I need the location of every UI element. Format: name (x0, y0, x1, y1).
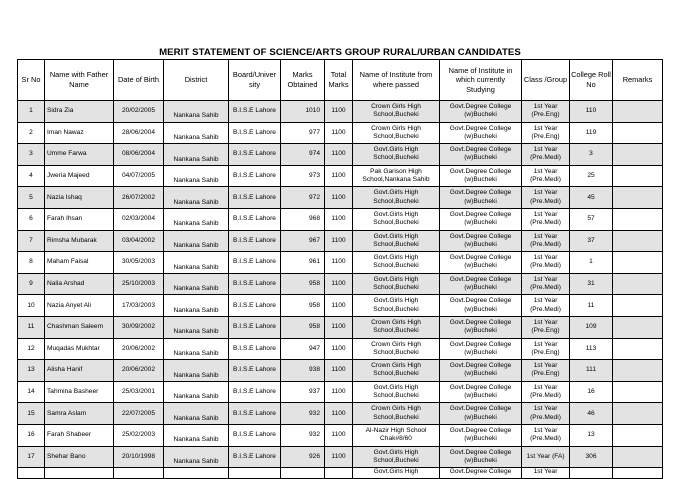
board-cell: B.I.S.E Lahore (229, 403, 281, 425)
total-cell: 1100 (325, 381, 353, 403)
class-cell: 1st Year (522, 468, 570, 479)
name-cell (45, 468, 114, 479)
class-cell: 1st Year (Pre.Medi) (522, 424, 570, 446)
district-cell (164, 468, 229, 479)
passed-institute-cell: Crown Girls High School,Bucheki (353, 403, 440, 425)
class-cell: 1st Year (Pre.Medi) (522, 187, 570, 209)
current-institute-cell: Govt.Degree College (w)Bucheki (440, 144, 522, 166)
roll-no-cell: 13 (570, 424, 613, 446)
marks-cell: 968 (281, 208, 325, 230)
table-row (18, 273, 663, 295)
remarks-cell (613, 446, 663, 468)
table-row-partial (18, 468, 663, 479)
class-cell: 1st Year (Pre.Medi) (522, 144, 570, 166)
passed-institute-cell: Govt.Girls High School,Bucheki (353, 273, 440, 295)
dob-cell: 20/06/2002 (114, 360, 164, 382)
total-cell: 1100 (325, 122, 353, 144)
total-cell: 1100 (325, 144, 353, 166)
sr-no-cell: 4 (18, 165, 45, 187)
district-cell: Nankana Sahib (164, 403, 229, 425)
current-institute-cell: Govt.Degree College (w)Bucheki (440, 122, 522, 144)
column-header: Board/Univer sity (229, 60, 281, 101)
document-title: MERIT STATEMENT OF SCIENCE/ARTS GROUP RURAL/URBAN CANDIDATES (159, 47, 521, 58)
column-header: Date of Birth (114, 60, 164, 101)
table-row (18, 316, 663, 338)
current-institute-cell: Govt.Degree College (w)Bucheki (440, 165, 522, 187)
district-cell: Nankana Sahib (164, 424, 229, 446)
dob-cell: 25/02/2003 (114, 424, 164, 446)
dob-cell: 02/03/2004 (114, 208, 164, 230)
name-cell: Nazia Anyet Ali (45, 295, 114, 317)
dob-cell: 25/03/2001 (114, 381, 164, 403)
roll-no-cell: 3 (570, 144, 613, 166)
roll-no-cell: 113 (570, 338, 613, 360)
class-cell: 1st Year (Pre.Medi) (522, 230, 570, 252)
board-cell: B.I.S.E Lahore (229, 338, 281, 360)
dob-cell: 17/03/2003 (114, 295, 164, 317)
board-cell: B.I.S.E Lahore (229, 360, 281, 382)
marks-cell: 972 (281, 187, 325, 209)
name-cell: Shehar Bano (45, 446, 114, 468)
table-row (18, 446, 663, 468)
dob-cell: 20/02/2005 (114, 101, 164, 123)
table-row (18, 101, 663, 123)
column-header: Sr No (18, 60, 45, 101)
sr-no-cell: 13 (18, 360, 45, 382)
dob-cell: 08/06/2004 (114, 144, 164, 166)
name-cell: Nazia Ishaq (45, 187, 114, 209)
board-cell: B.I.S.E Lahore (229, 187, 281, 209)
remarks-cell (613, 424, 663, 446)
class-cell: 1st Year (Pre.Eng) (522, 316, 570, 338)
class-cell: 1st Year (FA) (522, 446, 570, 468)
name-cell: Naila Arshad (45, 273, 114, 295)
roll-no-cell: 111 (570, 360, 613, 382)
remarks-cell (613, 165, 663, 187)
name-cell: Iman Nawaz (45, 122, 114, 144)
class-cell: 1st Year (Pre.Medi) (522, 252, 570, 274)
current-institute-cell: Govt.Degree College (w)Bucheki (440, 403, 522, 425)
total-cell: 1100 (325, 208, 353, 230)
passed-institute-cell: Pak Garison High School,Nankana Sahib (353, 165, 440, 187)
current-institute-cell: Govt.Degree College (w)Bucheki (440, 252, 522, 274)
sr-no-cell: 7 (18, 230, 45, 252)
class-cell: 1st Year (Pre.Eng) (522, 338, 570, 360)
remarks-cell (613, 403, 663, 425)
total-cell: 1100 (325, 338, 353, 360)
roll-no-cell: 11 (570, 295, 613, 317)
remarks-cell (613, 230, 663, 252)
passed-institute-cell: Crown Girls High School,Bucheki (353, 338, 440, 360)
table-row (18, 208, 663, 230)
class-cell: 1st Year (Pre.Medi) (522, 273, 570, 295)
dob-cell: 20/10/1998 (114, 446, 164, 468)
dob-cell: 20/06/2002 (114, 338, 164, 360)
roll-no-cell: 306 (570, 446, 613, 468)
board-cell (229, 468, 281, 479)
dob-cell: 30/05/2003 (114, 252, 164, 274)
remarks-cell (613, 295, 663, 317)
board-cell: B.I.S.E Lahore (229, 424, 281, 446)
passed-institute-cell: Crown Girls High School,Bucheki (353, 122, 440, 144)
marks-cell: 958 (281, 295, 325, 317)
current-institute-cell: Govt.Degree College (w)Bucheki (440, 446, 522, 468)
board-cell: B.I.S.E Lahore (229, 252, 281, 274)
name-cell: Sidra Zia (45, 101, 114, 123)
table-row (18, 230, 663, 252)
board-cell: B.I.S.E Lahore (229, 381, 281, 403)
sr-no-cell: 3 (18, 144, 45, 166)
total-cell: 1100 (325, 360, 353, 382)
class-cell: 1st Year (Pre.Eng) (522, 101, 570, 123)
district-cell: Nankana Sahib (164, 316, 229, 338)
marks-cell: 958 (281, 273, 325, 295)
current-institute-cell: Govt.Degree College (w)Bucheki (440, 424, 522, 446)
remarks-cell (613, 338, 663, 360)
passed-institute-cell: Govt.Girls High School,Bucheki (353, 252, 440, 274)
sr-no-cell: 1 (18, 101, 45, 123)
total-cell: 1100 (325, 316, 353, 338)
remarks-cell (613, 381, 663, 403)
total-cell: 1100 (325, 403, 353, 425)
current-institute-cell: Govt.Degree College (w)Bucheki (440, 360, 522, 382)
name-cell: Umme Farwa (45, 144, 114, 166)
column-header: Class /Group (522, 60, 570, 101)
current-institute-cell: Govt.Degree College (w)Bucheki (440, 273, 522, 295)
remarks-cell (613, 144, 663, 166)
board-cell: B.I.S.E Lahore (229, 295, 281, 317)
roll-no-cell (570, 468, 613, 479)
table-row (18, 144, 663, 166)
table-row (18, 403, 663, 425)
dob-cell: 30/09/2002 (114, 316, 164, 338)
class-cell: 1st Year (Pre.Medi) (522, 381, 570, 403)
sr-no-cell: 11 (18, 316, 45, 338)
name-cell: Chashman Saleem (45, 316, 114, 338)
passed-institute-cell: Al-Nazir High School Chak#8/60 (353, 424, 440, 446)
sr-no-cell: 8 (18, 252, 45, 274)
sr-no-cell: 6 (18, 208, 45, 230)
roll-no-cell: 1 (570, 252, 613, 274)
passed-institute-cell: Govt.Girls High School,Bucheki (353, 208, 440, 230)
marks-cell: 958 (281, 316, 325, 338)
dob-cell: 03/04/2002 (114, 230, 164, 252)
board-cell: B.I.S.E Lahore (229, 144, 281, 166)
passed-institute-cell: Govt.Girls High School,Bucheki (353, 446, 440, 468)
board-cell: B.I.S.E Lahore (229, 208, 281, 230)
roll-no-cell: 37 (570, 230, 613, 252)
total-cell: 1100 (325, 101, 353, 123)
table-row (18, 338, 663, 360)
column-header: Remarks (613, 60, 663, 101)
total-cell: 1100 (325, 187, 353, 209)
marks-cell: 961 (281, 252, 325, 274)
marks-cell: 1010 (281, 101, 325, 123)
district-cell: Nankana Sahib (164, 338, 229, 360)
current-institute-cell: Govt.Degree College (440, 468, 522, 479)
name-cell: Samra Aslam (45, 403, 114, 425)
dob-cell (114, 468, 164, 479)
marks-cell: 932 (281, 424, 325, 446)
class-cell: 1st Year (Pre.Eng) (522, 122, 570, 144)
column-header: District (164, 60, 229, 101)
current-institute-cell: Govt.Degree College (w)Bucheki (440, 230, 522, 252)
marks-cell: 977 (281, 122, 325, 144)
sr-no-cell (18, 468, 45, 479)
table-row (18, 360, 663, 382)
board-cell: B.I.S.E Lahore (229, 446, 281, 468)
passed-institute-cell: Govt.Girls High (353, 468, 440, 479)
district-cell: Nankana Sahib (164, 187, 229, 209)
remarks-cell (613, 360, 663, 382)
district-cell: Nankana Sahib (164, 381, 229, 403)
remarks-cell (613, 252, 663, 274)
passed-institute-cell: Crown Girls High School,Bucheki (353, 360, 440, 382)
passed-institute-cell: Govt.Girls High School,Bucheki (353, 381, 440, 403)
board-cell: B.I.S.E Lahore (229, 316, 281, 338)
current-institute-cell: Govt.Degree College (w)Bucheki (440, 187, 522, 209)
board-cell: B.I.S.E Lahore (229, 273, 281, 295)
sr-no-cell: 12 (18, 338, 45, 360)
total-cell: 1100 (325, 424, 353, 446)
table-row (18, 187, 663, 209)
district-cell: Nankana Sahib (164, 208, 229, 230)
sr-no-cell: 2 (18, 122, 45, 144)
marks-cell: 947 (281, 338, 325, 360)
marks-cell: 926 (281, 446, 325, 468)
table-row (18, 122, 663, 144)
remarks-cell (613, 122, 663, 144)
passed-institute-cell: Govt.Girls High School,Bucheki (353, 295, 440, 317)
marks-cell: 967 (281, 230, 325, 252)
remarks-cell (613, 101, 663, 123)
district-cell: Nankana Sahib (164, 252, 229, 274)
class-cell: 1st Year (Pre.Eng) (522, 360, 570, 382)
table-row (18, 165, 663, 187)
roll-no-cell: 25 (570, 165, 613, 187)
remarks-cell (613, 187, 663, 209)
total-cell: 1100 (325, 446, 353, 468)
roll-no-cell: 46 (570, 403, 613, 425)
class-cell: 1st Year (Pre.Medi) (522, 403, 570, 425)
district-cell: Nankana Sahib (164, 101, 229, 123)
passed-institute-cell: Govt.Girls High School,Bucheki (353, 144, 440, 166)
district-cell: Nankana Sahib (164, 144, 229, 166)
marks-cell: 932 (281, 403, 325, 425)
name-cell: Farah Shabeer (45, 424, 114, 446)
board-cell: B.I.S.E Lahore (229, 122, 281, 144)
board-cell: B.I.S.E Lahore (229, 101, 281, 123)
roll-no-cell: 57 (570, 208, 613, 230)
district-cell: Nankana Sahib (164, 273, 229, 295)
column-header: Name with Father Name (45, 60, 114, 101)
dob-cell: 04/07/2005 (114, 165, 164, 187)
sr-no-cell: 10 (18, 295, 45, 317)
roll-no-cell: 16 (570, 381, 613, 403)
passed-institute-cell: Crown Girls High School,Bucheki (353, 101, 440, 123)
dob-cell: 28/06/2004 (114, 122, 164, 144)
passed-institute-cell: Govt.Girls High School,Bucheki (353, 187, 440, 209)
district-cell: Nankana Sahib (164, 165, 229, 187)
board-cell: B.I.S.E Lahore (229, 230, 281, 252)
marks-cell: 937 (281, 381, 325, 403)
column-header: Name of Institute from where passed (353, 60, 440, 101)
total-cell: 1100 (325, 230, 353, 252)
passed-institute-cell: Govt.Girls High School,Bucheki (353, 230, 440, 252)
sr-no-cell: 5 (18, 187, 45, 209)
roll-no-cell: 45 (570, 187, 613, 209)
marks-cell: 974 (281, 144, 325, 166)
sr-no-cell: 14 (18, 381, 45, 403)
name-cell: Tahmina Basheer (45, 381, 114, 403)
dob-cell: 25/10/2003 (114, 273, 164, 295)
name-cell: Farah Ihsan (45, 208, 114, 230)
remarks-cell (613, 273, 663, 295)
board-cell: B.I.S.E Lahore (229, 165, 281, 187)
district-cell: Nankana Sahib (164, 360, 229, 382)
roll-no-cell: 119 (570, 122, 613, 144)
name-cell: Muqadas Mukhtar (45, 338, 114, 360)
current-institute-cell: Govt.Degree College (w)Bucheki (440, 381, 522, 403)
remarks-cell (613, 208, 663, 230)
table-row (18, 252, 663, 274)
passed-institute-cell: Crown Girls High School,Bucheki (353, 316, 440, 338)
marks-cell: 973 (281, 165, 325, 187)
table-row (18, 424, 663, 446)
column-header: Name of Institute in which currently Studying (440, 60, 522, 101)
total-cell (325, 468, 353, 479)
merit-table (17, 59, 663, 479)
district-cell: Nankana Sahib (164, 122, 229, 144)
roll-no-cell: 109 (570, 316, 613, 338)
roll-no-cell: 31 (570, 273, 613, 295)
name-cell: Alisha Hanif (45, 360, 114, 382)
marks-cell: 938 (281, 360, 325, 382)
roll-no-cell: 110 (570, 101, 613, 123)
marks-cell (281, 468, 325, 479)
column-header: Total Marks (325, 60, 353, 101)
name-cell: Rimsha Mubarak (45, 230, 114, 252)
total-cell: 1100 (325, 273, 353, 295)
sr-no-cell: 17 (18, 446, 45, 468)
class-cell: 1st Year (Pre.Medi) (522, 165, 570, 187)
table-row (18, 295, 663, 317)
current-institute-cell: Govt.Degree College (w)Bucheki (440, 295, 522, 317)
column-header: Marks Obtained (281, 60, 325, 101)
current-institute-cell: Govt.Degree College (w)Bucheki (440, 338, 522, 360)
name-cell: Jweria Majeed (45, 165, 114, 187)
dob-cell: 26/07/2002 (114, 187, 164, 209)
remarks-cell (613, 316, 663, 338)
class-cell: 1st Year (Pre.Medi) (522, 295, 570, 317)
district-cell: Nankana Sahib (164, 446, 229, 468)
name-cell: Maham Faisal (45, 252, 114, 274)
header-row (18, 60, 663, 101)
dob-cell: 22/07/2005 (114, 403, 164, 425)
total-cell: 1100 (325, 165, 353, 187)
remarks-cell (613, 468, 663, 479)
column-header: College Roll No (570, 60, 613, 101)
sr-no-cell: 16 (18, 424, 45, 446)
table-row (18, 381, 663, 403)
current-institute-cell: Govt.Degree College (w)Bucheki (440, 208, 522, 230)
current-institute-cell: Govt.Degree College (w)Bucheki (440, 316, 522, 338)
total-cell: 1100 (325, 252, 353, 274)
class-cell: 1st Year (Pre.Medi) (522, 208, 570, 230)
district-cell: Nankana Sahib (164, 295, 229, 317)
total-cell: 1100 (325, 295, 353, 317)
district-cell: Nankana Sahib (164, 230, 229, 252)
sr-no-cell: 9 (18, 273, 45, 295)
current-institute-cell: Govt.Degree College (w)Bucheki (440, 101, 522, 123)
sr-no-cell: 15 (18, 403, 45, 425)
